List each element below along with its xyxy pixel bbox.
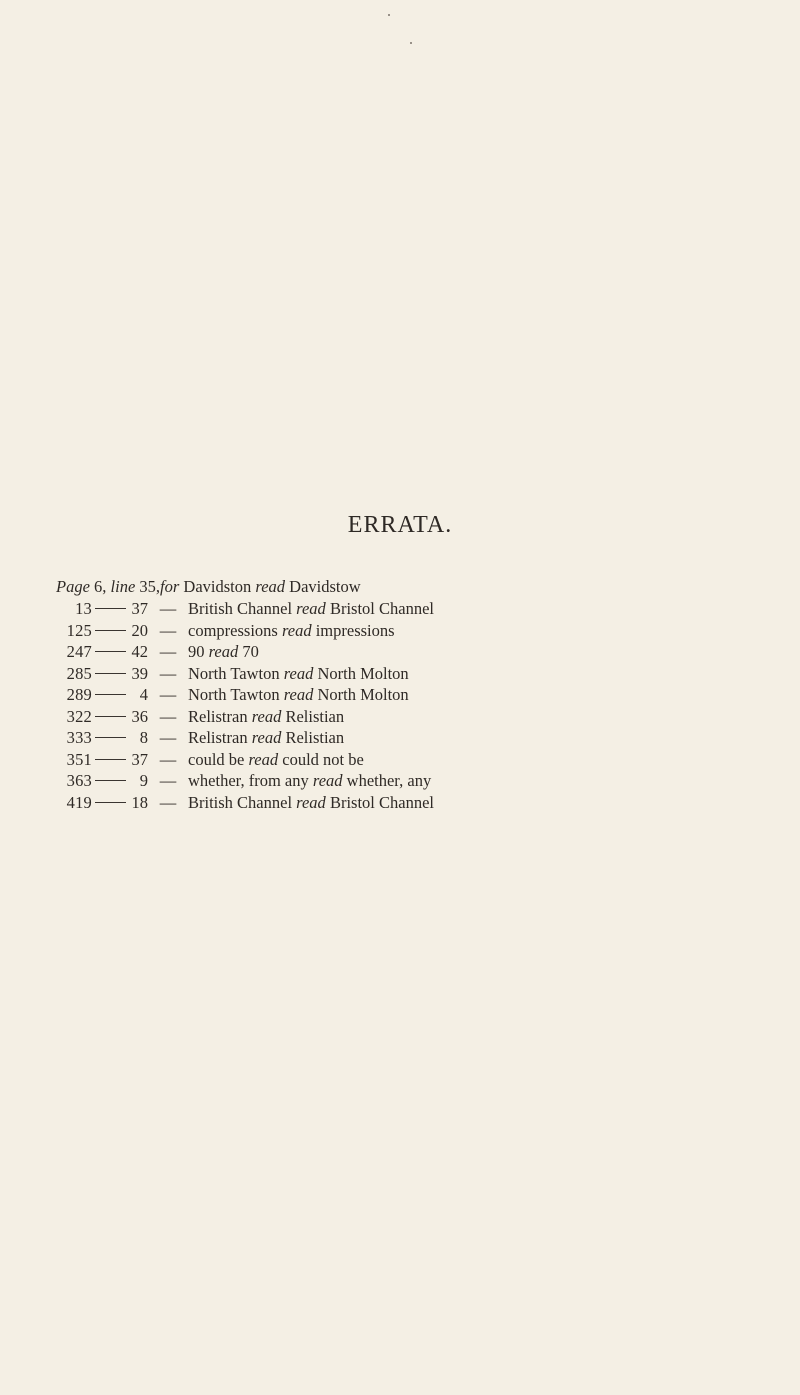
ditto-rule xyxy=(95,651,126,652)
separator-dash: — xyxy=(159,792,177,812)
separator-dash: — xyxy=(159,642,177,661)
paper-speck xyxy=(410,42,412,44)
ditto-rule xyxy=(95,737,126,738)
ditto-rule xyxy=(95,716,126,717)
first-wrong-text: Davidston xyxy=(183,577,252,596)
read-label: read xyxy=(251,728,282,747)
correct-text: 70 xyxy=(242,642,259,661)
line-number: 37 xyxy=(131,749,148,769)
read-label: read xyxy=(251,706,282,726)
page-number: 13 xyxy=(75,599,92,618)
correct-text: North Molton xyxy=(317,663,409,683)
ditto-rule xyxy=(95,802,126,803)
separator-dash: — xyxy=(159,706,177,726)
errata-row xyxy=(56,706,776,728)
wrong-text: British Channel xyxy=(188,792,293,812)
ditto-rule xyxy=(95,759,126,760)
wrong-text: could be xyxy=(188,749,245,769)
correct-text: whether, any xyxy=(346,771,432,790)
first-line-number: 35, xyxy=(139,577,161,596)
errata-list xyxy=(56,575,776,813)
separator-dash: — xyxy=(159,685,177,704)
read-label: read xyxy=(283,663,314,683)
read-label: read xyxy=(296,792,326,812)
correction-text xyxy=(188,792,434,814)
wrong-text: Relistran xyxy=(188,706,248,726)
correct-text: Relistian xyxy=(285,706,345,726)
separator-dash: — xyxy=(159,620,177,640)
line-number: 36 xyxy=(131,706,148,726)
correction-text xyxy=(188,684,409,706)
line-number: 18 xyxy=(131,792,148,812)
errata-first-entry xyxy=(56,575,776,598)
wrong-text: 90 xyxy=(188,642,205,661)
wrong-text: Relistran xyxy=(188,728,248,747)
line-number: 9 xyxy=(139,771,148,790)
errata-row xyxy=(56,749,776,771)
read-label: read xyxy=(255,577,286,596)
read-label: read xyxy=(248,749,279,769)
correction-text xyxy=(188,663,409,685)
correct-text: Bristol Channel xyxy=(329,792,434,812)
paper-speck xyxy=(388,14,390,16)
ditto-rule xyxy=(95,673,126,674)
errata-row xyxy=(56,727,776,749)
separator-dash: — xyxy=(159,749,177,769)
page-number: 125 xyxy=(66,620,92,640)
read-label: read xyxy=(296,599,326,618)
line-number: 20 xyxy=(131,620,148,640)
errata-row xyxy=(56,770,776,792)
separator-dash: — xyxy=(159,728,177,747)
errata-row xyxy=(56,620,776,642)
wrong-text: North Tawton xyxy=(188,685,280,704)
wrong-text: North Tawton xyxy=(188,663,280,683)
correction-text xyxy=(188,749,364,771)
line-number: 42 xyxy=(131,642,148,661)
separator-dash: — xyxy=(159,599,177,618)
page-label: Page xyxy=(56,577,90,596)
read-label: read xyxy=(281,620,312,640)
correct-text: North Molton xyxy=(317,685,409,704)
correct-text: could not be xyxy=(282,749,364,769)
correct-text: impressions xyxy=(315,620,395,640)
wrong-text: compressions xyxy=(188,620,278,640)
line-label: line xyxy=(110,577,136,596)
line-number: 39 xyxy=(131,663,148,683)
separator-dash: — xyxy=(159,663,177,683)
page-number: 289 xyxy=(66,685,92,704)
ditto-rule xyxy=(95,780,126,781)
line-number: 4 xyxy=(139,685,148,704)
line-number: 37 xyxy=(131,599,148,618)
ditto-rule xyxy=(95,694,126,695)
errata-row xyxy=(56,792,776,814)
page-number: 247 xyxy=(66,642,92,661)
correction-text xyxy=(188,706,344,728)
ditto-rule xyxy=(95,608,126,609)
errata-row xyxy=(56,663,776,685)
correction-text xyxy=(188,620,395,642)
for-label: for xyxy=(160,577,180,596)
wrong-text: whether, from any xyxy=(188,771,309,790)
correct-text: Relistian xyxy=(285,728,345,747)
page-number: 333 xyxy=(66,728,92,747)
errata-row xyxy=(56,641,776,663)
first-correct-text: Davidstow xyxy=(289,577,361,596)
wrong-text: British Channel xyxy=(188,599,293,618)
page-number: 351 xyxy=(66,749,92,769)
page-number: 322 xyxy=(66,706,92,726)
read-label: read xyxy=(208,642,239,661)
errata-row xyxy=(56,684,776,706)
read-label: read xyxy=(283,685,314,704)
first-page-number: 6, xyxy=(94,577,107,596)
separator-dash: — xyxy=(159,771,177,790)
correction-text xyxy=(188,770,431,792)
page-number: 363 xyxy=(66,771,92,790)
line-number: 8 xyxy=(139,728,148,747)
errata-row xyxy=(56,598,776,620)
correction-text xyxy=(188,641,259,663)
correction-text xyxy=(188,598,434,620)
ditto-rule xyxy=(95,630,126,631)
correction-text xyxy=(188,727,344,749)
page-number: 419 xyxy=(66,792,92,812)
page-number: 285 xyxy=(66,663,92,683)
correct-text: Bristol Channel xyxy=(329,599,434,618)
page-title: ERRATA. xyxy=(347,512,453,538)
read-label: read xyxy=(312,771,343,790)
